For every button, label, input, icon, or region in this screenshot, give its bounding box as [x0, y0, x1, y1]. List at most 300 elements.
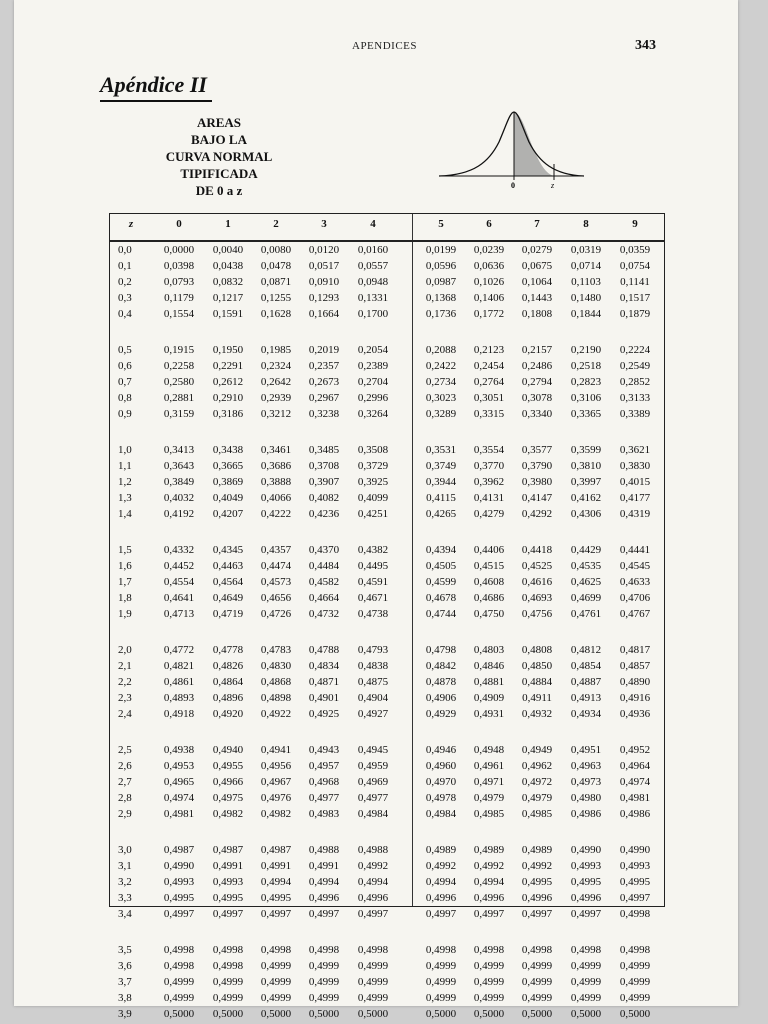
- table-cell: 0,4987: [163, 844, 195, 856]
- row-z-value: 1,7: [118, 576, 132, 588]
- table-cell: 0,4999: [619, 960, 651, 972]
- table-cell: 0,4834: [308, 660, 340, 672]
- table-cell: 0,2734: [425, 376, 457, 388]
- table-cell: 0,4952: [619, 744, 651, 756]
- table-cell: 0,5000: [425, 1008, 457, 1020]
- row-z-value: 0,9: [118, 408, 132, 420]
- table-cell: 0,4989: [473, 844, 505, 856]
- row-z-value: 2,4: [118, 708, 132, 720]
- table-cell: 0,2794: [521, 376, 553, 388]
- column-header-9: 9: [632, 218, 638, 230]
- table-row: [110, 292, 664, 308]
- table-cell: 0,4999: [260, 976, 292, 988]
- table-cell: 0,4994: [260, 876, 292, 888]
- table-cell: 0,2673: [308, 376, 340, 388]
- table-cell: 0,4992: [521, 860, 553, 872]
- table-cell: 0,4987: [212, 844, 244, 856]
- table-row: [110, 344, 664, 360]
- table-cell: 0,4999: [212, 976, 244, 988]
- table-cell: 0,4896: [212, 692, 244, 704]
- table-cell: 0,4884: [521, 676, 553, 688]
- table-cell: 0,4564: [212, 576, 244, 588]
- table-cell: 0,0438: [212, 260, 244, 272]
- table-row: [110, 660, 664, 676]
- table-cell: 0,4998: [308, 944, 340, 956]
- table-cell: 0,4969: [357, 776, 389, 788]
- table-cell: 0,0040: [212, 244, 244, 256]
- table-cell: 0,1255: [260, 292, 292, 304]
- table-cell: 0,4345: [212, 544, 244, 556]
- table-cell: 0,4265: [425, 508, 457, 520]
- table-cell: 0,4999: [308, 976, 340, 988]
- table-cell: 0,4998: [619, 944, 651, 956]
- table-cell: 0,4931: [473, 708, 505, 720]
- table-cell: 0,4893: [163, 692, 195, 704]
- row-z-value: 1,3: [118, 492, 132, 504]
- table-cell: 0,4898: [260, 692, 292, 704]
- table-cell: 0,2518: [570, 360, 602, 372]
- table-cell: 0,3708: [308, 460, 340, 472]
- table-cell: 0,4608: [473, 576, 505, 588]
- table-cell: 0,3264: [357, 408, 389, 420]
- table-cell: 0,4251: [357, 508, 389, 520]
- table-cell: 0,1331: [357, 292, 389, 304]
- table-cell: 0,4162: [570, 492, 602, 504]
- table-cell: 0,4842: [425, 660, 457, 672]
- table-cell: 0,4997: [212, 908, 244, 920]
- table-cell: 0,3925: [357, 476, 389, 488]
- table-cell: 0,4999: [308, 960, 340, 972]
- table-cell: 0,4793: [357, 644, 389, 656]
- table-cell: 0,4032: [163, 492, 195, 504]
- table-cell: 0,4987: [260, 844, 292, 856]
- figure-label-zero: 0: [511, 181, 515, 190]
- table-cell: 0,4999: [357, 992, 389, 1004]
- table-cell: 0,4990: [163, 860, 195, 872]
- table-cell: 0,4999: [425, 976, 457, 988]
- table-cell: 0,4909: [473, 692, 505, 704]
- bell-curve: [439, 112, 584, 176]
- table-cell: 0,4726: [260, 608, 292, 620]
- table-cell: 0,3686: [260, 460, 292, 472]
- table-cell: 0,4904: [357, 692, 389, 704]
- table-cell: 0,4981: [619, 792, 651, 804]
- table-cell: 0,4995: [619, 876, 651, 888]
- row-z-value: 3,5: [118, 944, 132, 956]
- table-cell: 0,0987: [425, 276, 457, 288]
- table-cell: 0,4988: [357, 844, 389, 856]
- table-cell: 0,3051: [473, 392, 505, 404]
- table-cell: 0,4788: [308, 644, 340, 656]
- table-row: [110, 944, 664, 960]
- table-cell: 0,2258: [163, 360, 195, 372]
- table-cell: 0,4850: [521, 660, 553, 672]
- table-cell: 0,4932: [521, 708, 553, 720]
- table-cell: 0,3461: [260, 444, 292, 456]
- table-cell: 0,4999: [473, 976, 505, 988]
- table-cell: 0,4821: [163, 660, 195, 672]
- table-cell: 0,4999: [425, 960, 457, 972]
- table-cell: 0,2291: [212, 360, 244, 372]
- row-z-value: 2,2: [118, 676, 132, 688]
- row-z-value: 2,6: [118, 760, 132, 772]
- table-cell: 0,5000: [163, 1008, 195, 1020]
- table-cell: 0,4997: [260, 908, 292, 920]
- table-cell: 0,4925: [308, 708, 340, 720]
- table-cell: 0,2549: [619, 360, 651, 372]
- table-cell: 0,4995: [570, 876, 602, 888]
- table-cell: 0,3962: [473, 476, 505, 488]
- table-cell: 0,4332: [163, 544, 195, 556]
- table-cell: 0,4989: [425, 844, 457, 856]
- row-z-value: 2,9: [118, 808, 132, 820]
- table-cell: 0,4983: [308, 808, 340, 820]
- table-cell: 0,1950: [212, 344, 244, 356]
- table-cell: 0,4616: [521, 576, 553, 588]
- normal-table: [109, 213, 665, 1020]
- table-row: [110, 776, 664, 792]
- table-cell: 0,4999: [212, 992, 244, 1004]
- table-cell: 0,4941: [260, 744, 292, 756]
- table-cell: 0,3023: [425, 392, 457, 404]
- table-cell: 0,4115: [426, 492, 456, 504]
- table-cell: 0,4993: [570, 860, 602, 872]
- table-cell: 0,4977: [308, 792, 340, 804]
- table-cell: 0,4236: [308, 508, 340, 520]
- table-cell: 0,3078: [521, 392, 553, 404]
- table-cell: 0,4994: [357, 876, 389, 888]
- table-cell: 0,4573: [260, 576, 292, 588]
- table-cell: 0,3665: [212, 460, 244, 472]
- table-cell: 0,4864: [212, 676, 244, 688]
- table-cell: 0,4441: [619, 544, 651, 556]
- table-cell: 0,4452: [163, 560, 195, 572]
- table-cell: 0,4981: [163, 808, 195, 820]
- table-cell: 0,3531: [425, 444, 457, 456]
- table-cell: 0,4934: [570, 708, 602, 720]
- table-cell: 0,4949: [521, 744, 553, 756]
- table-cell: 0,4982: [212, 808, 244, 820]
- table-cell: 0,3749: [425, 460, 457, 472]
- table-cell: 0,4997: [521, 908, 553, 920]
- table-cell: 0,0199: [425, 244, 457, 256]
- table-cell: 0,2190: [570, 344, 602, 356]
- table-cell: 0,1808: [521, 308, 553, 320]
- column-header-z: z: [128, 218, 134, 230]
- table-row: [110, 508, 664, 524]
- row-z-value: 3,0: [118, 844, 132, 856]
- table-cell: 0,4772: [163, 644, 195, 656]
- table-cell: 0,2123: [473, 344, 505, 356]
- table-cell: 0,4946: [425, 744, 457, 756]
- table-cell: 0,2764: [473, 376, 505, 388]
- table-row: [110, 792, 664, 808]
- page-header: [14, 40, 738, 58]
- table-row: [110, 392, 664, 408]
- table-cell: 0,4582: [308, 576, 340, 588]
- document-page: [14, 0, 738, 1020]
- table-cell: 0,4963: [570, 760, 602, 772]
- table-cell: 0,4049: [212, 492, 244, 504]
- table-row: [110, 908, 664, 924]
- row-z-value: 3,8: [118, 992, 132, 1004]
- table-cell: 0,3485: [308, 444, 340, 456]
- table-cell: 0,3869: [212, 476, 244, 488]
- table-cell: 0,2019: [308, 344, 340, 356]
- table-cell: 0,4686: [473, 592, 505, 604]
- table-cell: 0,4222: [260, 508, 292, 520]
- table-cell: 0,4995: [260, 892, 292, 904]
- table-cell: 0,4997: [570, 908, 602, 920]
- row-z-value: 2,7: [118, 776, 132, 788]
- table-cell: 0,4999: [570, 960, 602, 972]
- table-cell: 0,1554: [163, 308, 195, 320]
- table-cell: 0,4599: [425, 576, 457, 588]
- table-cell: 0,4999: [357, 960, 389, 972]
- table-cell: 0,4998: [163, 960, 195, 972]
- table-cell: 0,4999: [357, 976, 389, 988]
- table-cell: 0,2642: [260, 376, 292, 388]
- table-cell: 0,0557: [357, 260, 389, 272]
- row-z-value: 1,0: [118, 444, 132, 456]
- table-cell: 0,4999: [521, 992, 553, 1004]
- table-cell: 0,4990: [570, 844, 602, 856]
- table-cell: 0,4798: [425, 644, 457, 656]
- table-cell: 0,4871: [308, 676, 340, 688]
- table-cell: 0,4015: [619, 476, 651, 488]
- table-cell: 0,4996: [308, 892, 340, 904]
- table-cell: 0,4927: [357, 708, 389, 720]
- table-cell: 0,2088: [425, 344, 457, 356]
- table-cell: 0,4429: [570, 544, 602, 556]
- table-cell: 0,2454: [473, 360, 505, 372]
- table-cell: 0,4279: [473, 508, 505, 520]
- table-cell: 0,4920: [212, 708, 244, 720]
- table-cell: 0,4147: [521, 492, 553, 504]
- table-cell: 0,0000: [163, 244, 195, 256]
- table-cell: 0,1628: [260, 308, 292, 320]
- table-cell: 0,4999: [473, 960, 505, 972]
- table-cell: 0,4918: [163, 708, 195, 720]
- table-cell: 0,4996: [473, 892, 505, 904]
- table-cell: 0,4974: [619, 776, 651, 788]
- table-cell: 0,4991: [260, 860, 292, 872]
- table-row: [110, 992, 664, 1008]
- table-cell: 0,4940: [212, 744, 244, 756]
- table-cell: 0,1480: [570, 292, 602, 304]
- table-cell: 0,4783: [260, 644, 292, 656]
- table-row: [110, 744, 664, 760]
- table-cell: 0,5000: [308, 1008, 340, 1020]
- row-z-value: 3,4: [118, 908, 132, 920]
- table-cell: 0,3289: [425, 408, 457, 420]
- table-cell: 0,4998: [212, 944, 244, 956]
- table-cell: 0,4991: [308, 860, 340, 872]
- table-cell: 0,2704: [357, 376, 389, 388]
- table-cell: 0,4906: [425, 692, 457, 704]
- table-cell: 0,4474: [260, 560, 292, 572]
- table-cell: 0,4838: [357, 660, 389, 672]
- table-cell: 0,4706: [619, 592, 651, 604]
- table-cell: 0,1179: [164, 292, 194, 304]
- table-cell: 0,3997: [570, 476, 602, 488]
- table-cell: 0,4936: [619, 708, 651, 720]
- row-z-value: 0,7: [118, 376, 132, 388]
- table-row: [110, 676, 664, 692]
- table-cell: 0,0398: [163, 260, 195, 272]
- row-z-value: 1,5: [118, 544, 132, 556]
- table-cell: 0,4979: [521, 792, 553, 804]
- table-cell: 0,4099: [357, 492, 389, 504]
- table-row: [110, 692, 664, 708]
- row-z-value: 3,1: [118, 860, 132, 872]
- table-cell: 0,0871: [260, 276, 292, 288]
- table-cell: 0,4992: [473, 860, 505, 872]
- page-number: 343: [635, 38, 656, 53]
- table-cell: 0,4495: [357, 560, 389, 572]
- table-cell: 0,4997: [619, 892, 651, 904]
- table-cell: 0,4980: [570, 792, 602, 804]
- table-cell: 0,4965: [163, 776, 195, 788]
- table-cell: 0,4699: [570, 592, 602, 604]
- table-cell: 0,0596: [425, 260, 457, 272]
- row-z-value: 2,3: [118, 692, 132, 704]
- table-row: [110, 260, 664, 276]
- table-cell: 0,4956: [260, 760, 292, 772]
- appendix-title: Apéndice II: [100, 72, 207, 97]
- table-row: [110, 376, 664, 392]
- table-cell: 0,4957: [308, 760, 340, 772]
- table-cell: 0,0120: [308, 244, 340, 256]
- table-cell: 0,1736: [425, 308, 457, 320]
- table-cell: 0,3810: [570, 460, 602, 472]
- table-cell: 0,1700: [357, 308, 389, 320]
- table-row: [110, 308, 664, 324]
- table-row: [110, 844, 664, 860]
- table-cell: 0,4999: [473, 992, 505, 1004]
- row-z-value: 1,1: [118, 460, 132, 472]
- table-cell: 0,4993: [619, 860, 651, 872]
- table-cell: 0,5000: [473, 1008, 505, 1020]
- table-cell: 0,4943: [308, 744, 340, 756]
- table-cell: 0,4998: [212, 960, 244, 972]
- table-cell: 0,4999: [619, 992, 651, 1004]
- table-cell: 0,4394: [425, 544, 457, 556]
- table-cell: 0,0319: [570, 244, 602, 256]
- table-row: [110, 576, 664, 592]
- table-cell: 0,4998: [521, 944, 553, 956]
- table-cell: 0,4985: [473, 808, 505, 820]
- table-cell: 0,3554: [473, 444, 505, 456]
- table-cell: 0,3790: [521, 460, 553, 472]
- table-cell: 0,0239: [473, 244, 505, 256]
- table-cell: 0,3438: [212, 444, 244, 456]
- table-cell: 0,4964: [619, 760, 651, 772]
- table-cell: 0,1368: [425, 292, 457, 304]
- table-cell: 0,4713: [163, 608, 195, 620]
- table-cell: 0,0832: [212, 276, 244, 288]
- table-cell: 0,4970: [425, 776, 457, 788]
- table-cell: 0,4515: [473, 560, 505, 572]
- table-cell: 0,4812: [570, 644, 602, 656]
- table-title-line-3: CURVA NORMAL: [165, 149, 273, 164]
- table-cell: 0,4971: [473, 776, 505, 788]
- table-row: [110, 760, 664, 776]
- figure-label-z: z: [551, 181, 555, 190]
- table-cell: 0,4999: [308, 992, 340, 1004]
- table-cell: 0,4976: [260, 792, 292, 804]
- table-cell: 0,4998: [619, 908, 651, 920]
- table-cell: 0,4826: [212, 660, 244, 672]
- column-header-5: 5: [438, 218, 444, 230]
- table-cell: 0,4984: [425, 808, 457, 820]
- table-cell: 0,1064: [521, 276, 553, 288]
- table-cell: 0,4292: [521, 508, 553, 520]
- table-cell: 0,3365: [570, 408, 602, 420]
- table-cell: 0,3315: [473, 408, 505, 420]
- table-row: [110, 360, 664, 376]
- table-row: [110, 808, 664, 824]
- table-cell: 0,0675: [521, 260, 553, 272]
- table-title: [124, 114, 314, 199]
- table-row: [110, 492, 664, 508]
- table-cell: 0,4878: [425, 676, 457, 688]
- table-cell: 0,4997: [163, 908, 195, 920]
- table-cell: 0,4951: [570, 744, 602, 756]
- table-cell: 0,4854: [570, 660, 602, 672]
- table-cell: 0,4998: [425, 944, 457, 956]
- table-cell: 0,4974: [163, 792, 195, 804]
- table-cell: 0,4671: [357, 592, 389, 604]
- table-cell: 0,4744: [425, 608, 457, 620]
- table-row: [110, 608, 664, 624]
- table-cell: 0,5000: [521, 1008, 553, 1020]
- table-cell: 0,4960: [425, 760, 457, 772]
- table-cell: 0,4986: [570, 808, 602, 820]
- row-z-value: 2,8: [118, 792, 132, 804]
- table-cell: 0,4938: [163, 744, 195, 756]
- row-z-value: 0,6: [118, 360, 132, 372]
- table-title-line-2: BAJO LA: [191, 132, 247, 147]
- table-cell: 0,4913: [570, 692, 602, 704]
- table-cell: 0,0279: [521, 244, 553, 256]
- table-cell: 0,4357: [260, 544, 292, 556]
- table-cell: 0,4484: [308, 560, 340, 572]
- table-cell: 0,4998: [570, 944, 602, 956]
- table-cell: 0,3413: [163, 444, 195, 456]
- table-cell: 0,0478: [260, 260, 292, 272]
- table-cell: 0,4505: [425, 560, 457, 572]
- table-row: [110, 460, 664, 476]
- row-z-value: 0,2: [118, 276, 132, 288]
- table-cell: 0,4993: [163, 876, 195, 888]
- table-cell: 0,4996: [521, 892, 553, 904]
- table-cell: 0,0754: [619, 260, 651, 272]
- table-cell: 0,4525: [521, 560, 553, 572]
- row-z-value: 2,5: [118, 744, 132, 756]
- table-cell: 0,3159: [163, 408, 195, 420]
- table-cell: 0,3849: [163, 476, 195, 488]
- column-header-1: 1: [225, 218, 231, 230]
- table-cell: 0,2054: [357, 344, 389, 356]
- table-cell: 0,2157: [521, 344, 553, 356]
- table-cell: 0,4979: [473, 792, 505, 804]
- table-cell: 0,4418: [521, 544, 553, 556]
- table-cell: 0,0910: [308, 276, 340, 288]
- table-cell: 0,4901: [308, 692, 340, 704]
- table-cell: 0,0517: [308, 260, 340, 272]
- table-row: [110, 560, 664, 576]
